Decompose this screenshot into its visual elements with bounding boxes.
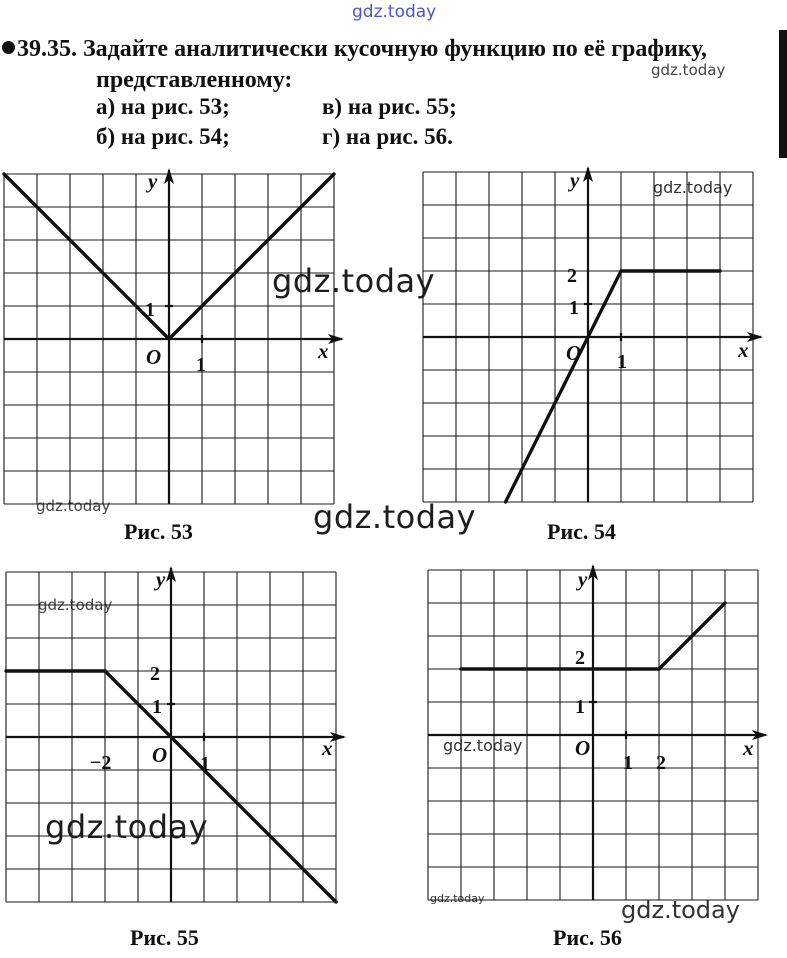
- option-b: б) на рис. 54;: [96, 124, 230, 149]
- x-axis-label: x: [318, 339, 329, 363]
- tick-label-x1: 1: [617, 351, 627, 373]
- tick-label-xm2: −2: [90, 752, 112, 774]
- tick-label-x1: 1: [623, 752, 633, 774]
- bullet-icon: [2, 41, 15, 54]
- caption-fig-54: Рис. 54: [547, 519, 616, 544]
- watermark: gdz.today: [313, 498, 477, 536]
- watermark: gdz.today: [653, 178, 733, 197]
- watermark: gdz.today: [621, 896, 740, 924]
- watermark: gdz.today: [443, 736, 523, 755]
- graph-segment: [506, 271, 622, 502]
- problem-number: 39.35.: [17, 36, 77, 62]
- tick-label-y1: 1: [145, 299, 155, 321]
- watermark: gdz.today: [430, 892, 485, 905]
- option-v: в) на рис. 55;: [322, 94, 457, 119]
- caption-fig-56: Рис. 56: [553, 925, 622, 950]
- tick-label-y1: 1: [575, 696, 585, 718]
- caption-fig-53: Рис. 53: [124, 519, 193, 544]
- y-axis-label: y: [578, 567, 588, 591]
- origin-label: O: [575, 736, 591, 760]
- x-axis-label: x: [743, 736, 754, 760]
- figure-55-graph: [4, 568, 344, 908]
- figure-56-graph: [425, 568, 765, 908]
- origin-label: O: [566, 341, 582, 365]
- tick-label-x2: 2: [656, 752, 666, 774]
- origin-label: O: [152, 743, 168, 767]
- tick-label-y2: 2: [150, 663, 160, 685]
- x-axis-label: x: [322, 736, 333, 760]
- figure-54-graph: [420, 170, 760, 510]
- watermark: gdz.today: [272, 262, 436, 300]
- option-a: а) на рис. 53;: [96, 94, 230, 119]
- graph-segment: [4, 174, 169, 339]
- y-axis-label: y: [570, 168, 580, 192]
- watermark: gdz.today: [45, 808, 209, 846]
- problem-text-line1: Задайте аналитически кусочную функцию по её графику,: [83, 36, 707, 62]
- caption-fig-55: Рис. 55: [130, 925, 199, 950]
- graph-segment: [105, 671, 336, 902]
- tick-label-y1: 1: [569, 297, 579, 319]
- origin-label: O: [146, 345, 162, 369]
- tick-label-x1: 1: [196, 354, 206, 376]
- watermark: gdz.today: [651, 61, 726, 79]
- watermark-top: gdz.today: [352, 2, 437, 22]
- problem-text-line2: представленному:: [96, 67, 293, 93]
- tick-label-y2: 2: [567, 265, 577, 287]
- option-g: г) на рис. 56.: [322, 124, 453, 149]
- watermark: gdz.today: [38, 596, 113, 614]
- tick-label-y1: 1: [152, 696, 162, 718]
- watermark: gdz.today: [36, 497, 111, 515]
- x-axis-label: x: [738, 338, 749, 362]
- y-axis-label: y: [156, 567, 166, 591]
- y-axis-label: y: [148, 169, 158, 193]
- graph-segment: [169, 174, 334, 339]
- tick-label-x1: 1: [200, 753, 210, 775]
- figure-53-graph: [0, 170, 340, 510]
- tick-label-y2: 2: [575, 647, 585, 669]
